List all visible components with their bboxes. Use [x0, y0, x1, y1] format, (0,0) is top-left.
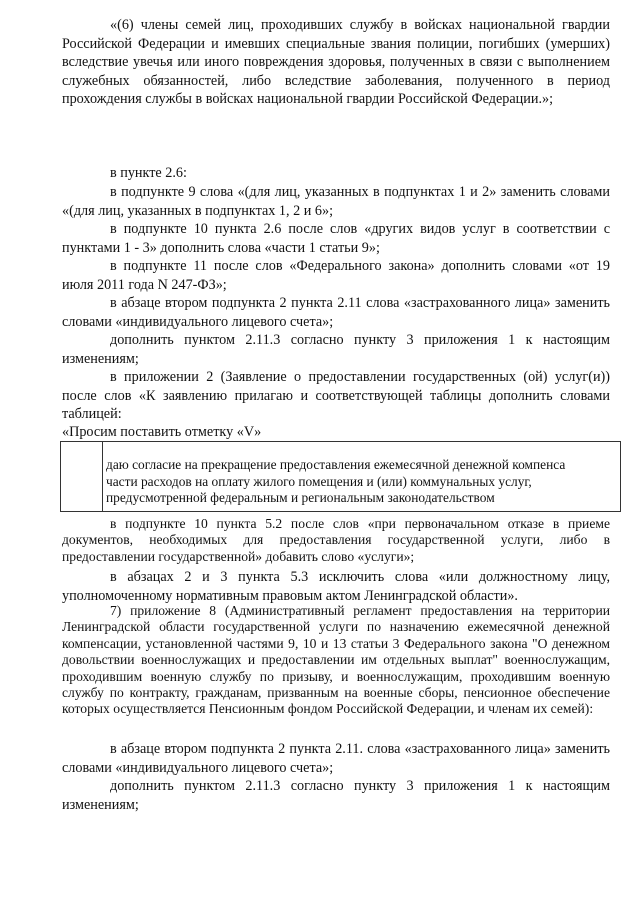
- paragraph-subpoint-11: в подпункте 11 после слов «Федерального закона» дополнить словами «от 19 июля 2011 года N 247-ФЗ»;: [62, 258, 610, 293]
- paragraph-appendix-2: в приложении 2 (Заявление о предоставлении государственных (ой) услуг(и)) после слов «К заявлению прилагаю и соответствующей таблицы дополнить словами таблицей:: [62, 369, 610, 423]
- paragraph-point-2-6: в пункте 2.6:: [110, 165, 187, 181]
- paragraph-point-5-3: в абзацах 2 и 3 пункта 5.3 исключить слова «или должностному лицу, уполномоченному нормативным правовым актом Ленинградской области».: [62, 569, 610, 604]
- consent-line: части расходов на оплату жилого помещения и (или) коммунальных услуг,: [106, 473, 532, 489]
- checkbox-cell: [61, 442, 103, 511]
- paragraph-mark-request: «Просим поставить отметку «V»: [62, 424, 262, 440]
- paragraph-point-2-11: в абзаце втором подпункта 2 пункта 2.11 слова «застрахованного лица» заменить словами «индивидуального лицевого счета»;: [62, 295, 610, 330]
- paragraph-family-members: «(6) члены семей лиц, проходивших службу в войсках национальной гвардии Российской Федерации и имевших специальные звания полиции, погибших (умерших) вследствие увечья или иного повреждения здоровья, полученных в связи с выполнением служебных обязанностей, либо вследствие заболевания, полученного в период прохождения службы в войсках национальной гвардии Российской Федерации.»;: [62, 17, 610, 108]
- paragraph-add-2-11-3: дополнить пунктом 2.11.3 согласно пункту 3 приложения 1 к настоящим изменениям;: [62, 332, 610, 367]
- consent-line: предусмотренной федеральным и региональным законодательством: [106, 490, 495, 506]
- paragraph-point-5-2: в подпункте 10 пункта 5.2 после слов «при первоначальном отказе в приеме документов, необходимых для предоставления государственной услуги, либо в предоставлении государственной» добавить слово «услуги»;: [62, 516, 610, 564]
- paragraph-appendix-8: 7) приложение 8 (Административный регламент предоставления на территории Ленинградской области государственной услуги по назначению ежемесячной денежной компенсации, установленной частями 9, 10 и 13 статьи 3 Федерального закона "О денежном довольствии военнослужащих и предоставлении им отдельных выплат" военнослужащим, проходившим военную службу по призыву, и военнослужащим, проходившим военную службу по контракту, гражданам, призванным на военные сборы, пенсионное обеспечение которых осуществляется Пенсионным фондом Российской Федерации, и членам их семей):: [62, 603, 610, 717]
- consent-table: [60, 441, 621, 512]
- paragraph-subpoint-9: в подпункте 9 слова «(для лиц, указанных в подпунктах 1 и 2» заменить словами «(для лиц, указанных в подпунктах 1, 2 и 6»;: [62, 184, 610, 219]
- paragraph-add-2-11-3-second: дополнить пунктом 2.11.3 согласно пункту 3 приложения 1 к настоящим изменениям;: [62, 778, 610, 813]
- consent-line: даю согласие на прекращение предоставления ежемесячной денежной компенса: [106, 457, 566, 472]
- paragraph-point-2-11-second: в абзаце втором подпункта 2 пункта 2.11. слова «застрахованного лица» заменить словами «индивидуального лицевого счета»;: [62, 741, 610, 776]
- consent-text-cell: [106, 457, 621, 507]
- paragraph-subpoint-10: в подпункте 10 пункта 2.6 после слов «других видов услуг в соответствии с пунктами 1 - 3» дополнить слова «части 1 статьи 9»;: [62, 221, 610, 256]
